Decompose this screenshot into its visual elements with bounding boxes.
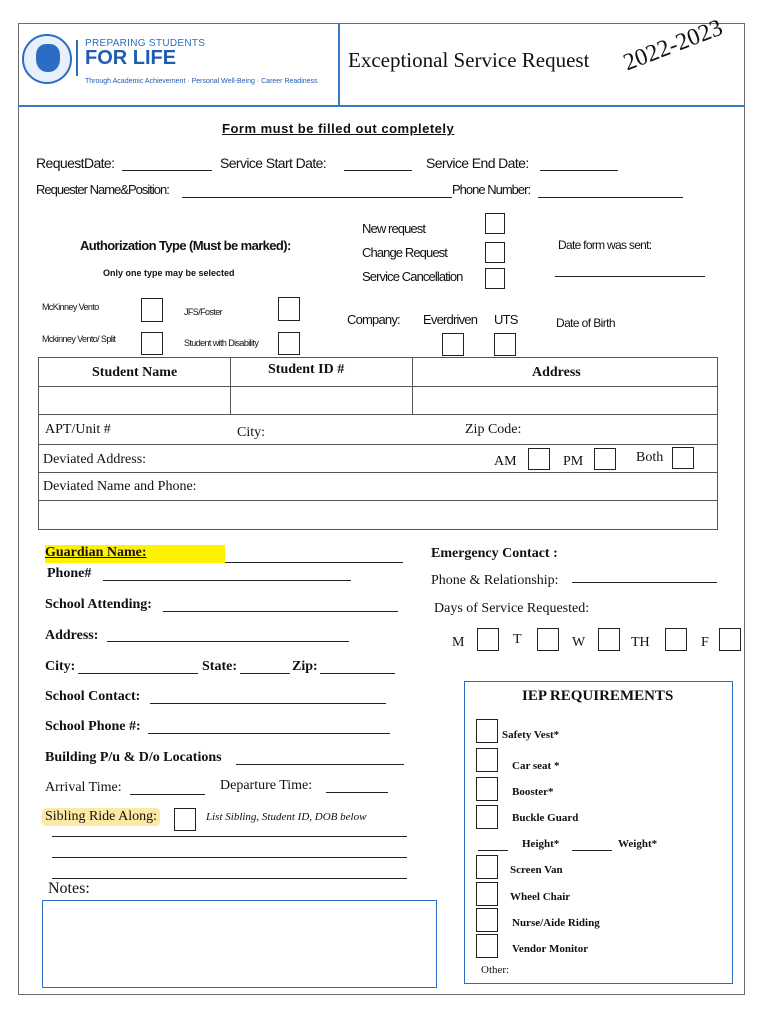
address-field[interactable] <box>414 388 716 412</box>
phone-relationship-label: Phone & Relationship: <box>431 573 559 588</box>
table-col-line <box>230 357 231 414</box>
safety-vest-checkbox[interactable] <box>476 719 498 743</box>
header-divider <box>18 105 745 107</box>
iep-requirements-panel <box>464 681 733 984</box>
table-line <box>38 500 718 501</box>
building-field[interactable] <box>236 764 404 765</box>
service-start-field[interactable] <box>344 170 412 171</box>
deviated-name-label: Deviated Name and Phone: <box>43 479 197 494</box>
mckinney-split-label: Mckinney Vento/ Split <box>42 334 116 344</box>
deviated-address-label: Deviated Address: <box>43 452 147 467</box>
address-field-guardian[interactable] <box>107 641 349 642</box>
day-f-label: F <box>701 635 709 650</box>
request-date-label: RequestDate: <box>36 155 115 171</box>
disability-checkbox[interactable] <box>278 332 300 355</box>
weight-field[interactable] <box>572 850 612 851</box>
arrival-label: Arrival Time: <box>45 780 122 795</box>
day-th-checkbox[interactable] <box>665 628 687 651</box>
header-vertical-divider <box>338 23 340 106</box>
logo-big-text: FOR LIFE <box>85 47 177 69</box>
instructions: Form must be filled out completely <box>222 121 455 136</box>
table-line <box>38 444 718 445</box>
student-id-field[interactable] <box>232 388 410 412</box>
day-m-label: M <box>452 635 465 650</box>
buckle-guard-checkbox[interactable] <box>476 805 498 829</box>
vendor-monitor-label: Vendor Monitor <box>512 943 589 955</box>
zip-label: Zip Code: <box>465 422 522 437</box>
jfs-foster-checkbox[interactable] <box>278 297 300 321</box>
company-label: Company: <box>347 312 400 327</box>
form-year: 2022-2023 <box>620 14 727 77</box>
wheel-chair-label: Wheel Chair <box>510 891 571 903</box>
deviated-name-field[interactable] <box>40 502 716 528</box>
authorization-type-label: Authorization Type (Must be marked): <box>80 238 291 253</box>
day-th-label: TH <box>631 635 650 650</box>
uts-checkbox[interactable] <box>494 333 516 356</box>
guardian-phone-field[interactable] <box>103 580 351 581</box>
days-of-service-label: Days of Service Requested: <box>434 601 590 616</box>
disability-label: Student with Disability <box>184 338 259 348</box>
table-left-line <box>38 357 39 529</box>
requester-field[interactable] <box>182 197 452 198</box>
guardian-name-field[interactable] <box>225 562 403 563</box>
zip-label-guardian: Zip: <box>292 659 318 674</box>
student-id-header: Student ID # <box>268 362 345 377</box>
departure-label: Departure Time: <box>220 778 313 793</box>
am-label: AM <box>494 454 517 469</box>
change-request-checkbox[interactable] <box>485 242 505 263</box>
booster-label: Booster* <box>512 786 554 798</box>
new-request-checkbox[interactable] <box>485 213 505 234</box>
city-label: City: <box>237 425 266 440</box>
service-start-label: Service Start Date: <box>220 155 327 171</box>
school-contact-label: School Contact: <box>45 689 141 704</box>
mckinney-checkbox[interactable] <box>141 298 163 322</box>
school-contact-field[interactable] <box>150 703 386 704</box>
logo-divider <box>76 40 78 76</box>
pm-checkbox[interactable] <box>594 448 616 470</box>
guardian-name-label: Guardian Name: <box>45 545 225 563</box>
state-field[interactable] <box>240 673 290 674</box>
day-w-label: W <box>572 635 586 650</box>
day-m-checkbox[interactable] <box>477 628 499 651</box>
requester-label: Requester Name&Position: <box>36 182 169 197</box>
table-top-line <box>38 357 718 358</box>
car-seat-checkbox[interactable] <box>476 748 498 772</box>
jfs-foster-label: JFS/Foster <box>184 307 223 317</box>
nurse-aide-label: Nurse/Aide Riding <box>512 917 600 929</box>
height-field[interactable] <box>478 850 508 851</box>
city-field-guardian[interactable] <box>78 673 198 674</box>
phone-relationship-field[interactable] <box>572 582 717 583</box>
school-phone-label: School Phone #: <box>45 719 141 734</box>
nurse-aide-checkbox[interactable] <box>476 908 498 932</box>
sibling-line-1[interactable] <box>52 836 407 837</box>
emergency-contact-title: Emergency Contact : <box>431 546 558 561</box>
weight-label: Weight* <box>618 838 658 850</box>
notes-label: Notes: <box>48 880 90 897</box>
buckle-guard-label: Buckle Guard <box>512 812 579 824</box>
school-phone-field[interactable] <box>148 733 390 734</box>
date-sent-field[interactable] <box>555 276 705 277</box>
guardian-phone-label: Phone# <box>47 566 92 581</box>
school-attending-label: School Attending: <box>45 597 152 612</box>
student-name-header: Student Name <box>92 365 178 380</box>
mckinney-label: McKinney Vento <box>42 302 99 312</box>
service-cancellation-label: Service Cancellation <box>362 269 463 284</box>
mckinney-split-checkbox[interactable] <box>141 332 163 355</box>
am-checkbox[interactable] <box>528 448 550 470</box>
service-end-field[interactable] <box>540 170 618 171</box>
table-bottom-line <box>38 529 718 530</box>
sibling-line-2[interactable] <box>52 857 407 858</box>
pm-label: PM <box>563 454 584 469</box>
address-label: Address: <box>45 628 99 643</box>
everdriven-label: Everdriven <box>423 312 478 327</box>
logo-tagline: Through Academic Achievement · Personal Well-Being · Career Readiness <box>85 78 318 85</box>
address-header: Address <box>532 365 581 380</box>
day-t-label: T <box>513 632 522 647</box>
sibling-hint: List Sibling, Student ID, DOB below <box>206 811 367 823</box>
both-label: Both <box>636 450 664 465</box>
student-name-field[interactable] <box>40 388 228 412</box>
iep-title: IEP REQUIREMENTS <box>522 688 674 704</box>
request-date-field[interactable] <box>122 170 212 171</box>
day-t-checkbox[interactable] <box>537 628 559 651</box>
booster-checkbox[interactable] <box>476 777 498 801</box>
logo-small-text: PREPARING STUDENTS <box>85 38 206 49</box>
vendor-monitor-checkbox[interactable] <box>476 934 498 958</box>
zip-field-guardian[interactable] <box>320 673 395 674</box>
table-col-line <box>412 357 413 414</box>
new-request-label: New request <box>362 221 426 236</box>
screen-van-checkbox[interactable] <box>476 855 498 879</box>
city-label-guardian: City: <box>45 659 76 674</box>
table-right-line <box>717 357 718 529</box>
day-w-checkbox[interactable] <box>598 628 620 651</box>
notes-field[interactable] <box>42 900 437 988</box>
wheel-chair-checkbox[interactable] <box>476 882 498 906</box>
form-title: Exceptional Service Request <box>348 48 590 72</box>
everdriven-checkbox[interactable] <box>442 333 464 356</box>
car-seat-label: Car seat * <box>512 760 560 772</box>
date-sent-label: Date form was sent: <box>558 238 652 252</box>
both-checkbox[interactable] <box>672 447 694 469</box>
school-attending-field[interactable] <box>163 611 398 612</box>
service-cancellation-checkbox[interactable] <box>485 268 505 289</box>
logo-figure-icon <box>36 44 60 72</box>
screen-van-label: Screen Van <box>510 864 563 876</box>
sibling-checkbox[interactable] <box>174 808 196 831</box>
dob-label: Date of Birth <box>556 316 615 330</box>
safety-vest-label: Safety Vest* <box>502 729 560 741</box>
phone-number-label: Phone Number: <box>452 182 531 197</box>
table-line <box>38 386 718 387</box>
sibling-line-3[interactable] <box>52 878 407 879</box>
apt-label: APT/Unit # <box>45 422 111 437</box>
phone-number-field[interactable] <box>538 197 683 198</box>
service-end-label: Service End Date: <box>426 155 529 171</box>
other-label: Other: <box>481 964 510 976</box>
state-label: State: <box>202 659 237 674</box>
table-line <box>38 472 718 473</box>
day-f-checkbox[interactable] <box>719 628 741 651</box>
departure-field[interactable] <box>326 792 388 793</box>
height-label: Height* <box>522 838 560 850</box>
uts-label: UTS <box>494 312 518 327</box>
authorization-note: Only one type may be selected <box>103 268 235 278</box>
building-label: Building P/u & D/o Locations <box>45 750 222 765</box>
arrival-field[interactable] <box>130 794 205 795</box>
change-request-label: Change Request <box>362 245 447 260</box>
sibling-label: Sibling Ride Along: <box>42 808 160 826</box>
table-line <box>38 414 718 415</box>
